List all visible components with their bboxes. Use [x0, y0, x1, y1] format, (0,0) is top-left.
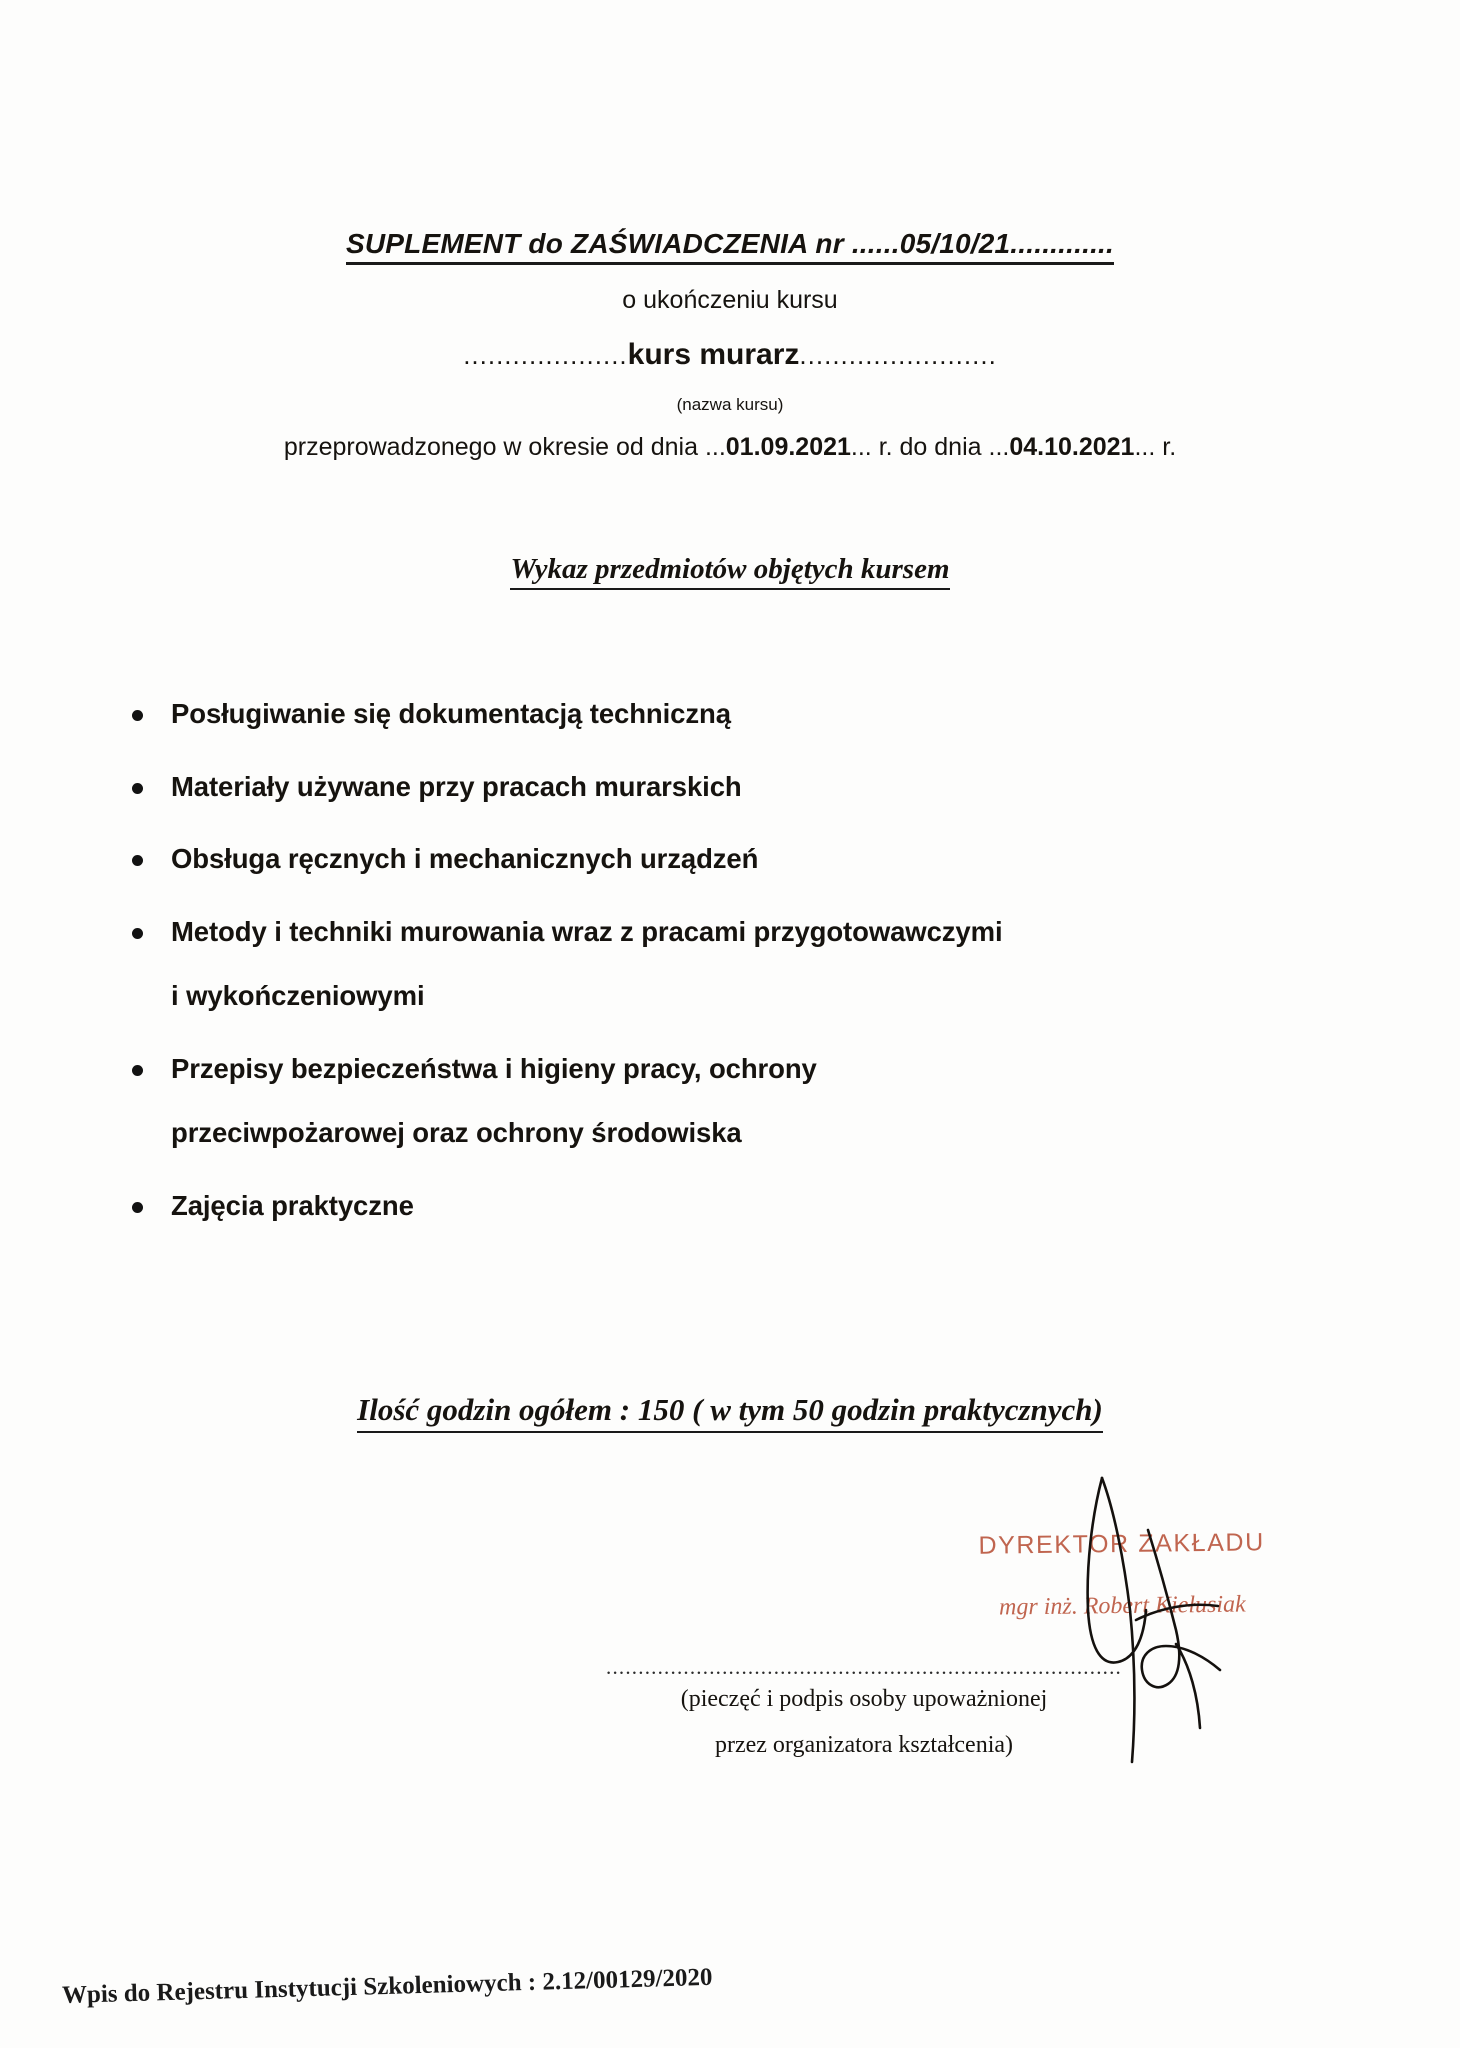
stamp-role-label: DYREKTOR ZAKŁADU — [978, 1528, 1265, 1560]
course-name-caption: (nazwa kursu) — [676, 395, 784, 414]
subject-text: Przepisy bezpieczeństwa i higieny pracy, ochrony — [171, 1052, 817, 1084]
subjects-section-heading — [0, 553, 1460, 586]
bullet-icon — [132, 783, 143, 794]
period-start-date: 01.09.2021 — [725, 433, 851, 461]
signature-dotted-line: ................................................................................ — [606, 1655, 1122, 1679]
total-hours-line — [0, 1392, 1460, 1428]
footer-registry-entry: Wpis do Rejestru Instytucji Szkoleniowych : 2.12/00129/2020 — [61, 1963, 713, 2009]
subject-text: Obsługa ręcznych i mechanicznych urządzeń — [171, 843, 759, 874]
period-middle: ... r. do dnia ... — [850, 433, 1010, 461]
document-subtitle: o ukończeniu kursu — [622, 286, 838, 314]
stamp-person-name: mgr inż. Robert Kiełusiak — [998, 1591, 1246, 1621]
bullet-icon — [132, 1202, 143, 1213]
signature-caption-line1: (pieczęć i podpis osoby upoważnionej — [680, 1686, 1048, 1712]
bullet-icon — [132, 710, 143, 721]
list-item — [128, 1052, 1278, 1148]
list-item — [128, 700, 1278, 728]
document-title-prefix: SUPLEMENT do ZAŚWIADCZENIA nr — [345, 228, 852, 259]
document-title — [0, 228, 1460, 260]
subject-text-continuation: przeciwpożarowej oraz ochrony środowiska — [171, 1117, 742, 1148]
subject-text: Posługiwanie się dokumentacją techniczną — [171, 698, 731, 729]
director-stamp — [961, 1528, 1282, 1622]
bullet-icon — [132, 1065, 143, 1076]
course-dots-left: .................... — [463, 340, 628, 370]
subject-text: Zajęcia praktyczne — [171, 1189, 414, 1221]
course-name-value: kurs murarz — [627, 338, 800, 371]
subject-list — [128, 700, 1278, 1264]
list-item — [128, 845, 1278, 873]
subject-text: Metody i techniki murowania wraz z pracami przygotowawczymi — [171, 915, 1003, 947]
course-dots-right: ........................ — [799, 340, 997, 370]
period-end-date: 04.10.2021 — [1009, 433, 1135, 461]
course-name-line — [0, 338, 1460, 372]
list-item — [128, 1189, 1278, 1221]
bullet-icon — [132, 855, 143, 866]
signature-caption-line2: przez organizatora kształcenia) — [714, 1732, 1014, 1758]
subjects-section-heading-text: Wykaz przedmiotów objętych kursem — [510, 553, 949, 590]
total-hours-text: Ilość godzin ogółem : 150 ( w tym 50 godzin praktycznych) — [357, 1392, 1103, 1433]
course-period-line — [0, 433, 1460, 462]
subject-text: Materiały używane przy pracach murarskich — [171, 770, 742, 802]
period-suffix: ... r. — [1134, 433, 1177, 461]
bullet-icon — [132, 928, 143, 939]
document-title-number: ......05/10/21............. — [851, 228, 1115, 259]
period-prefix: przeprowadzonego w okresie od dnia ... — [283, 433, 726, 461]
list-item — [128, 770, 1278, 802]
subject-text-continuation: i wykończeniowymi — [171, 980, 425, 1011]
list-item — [128, 915, 1278, 1011]
